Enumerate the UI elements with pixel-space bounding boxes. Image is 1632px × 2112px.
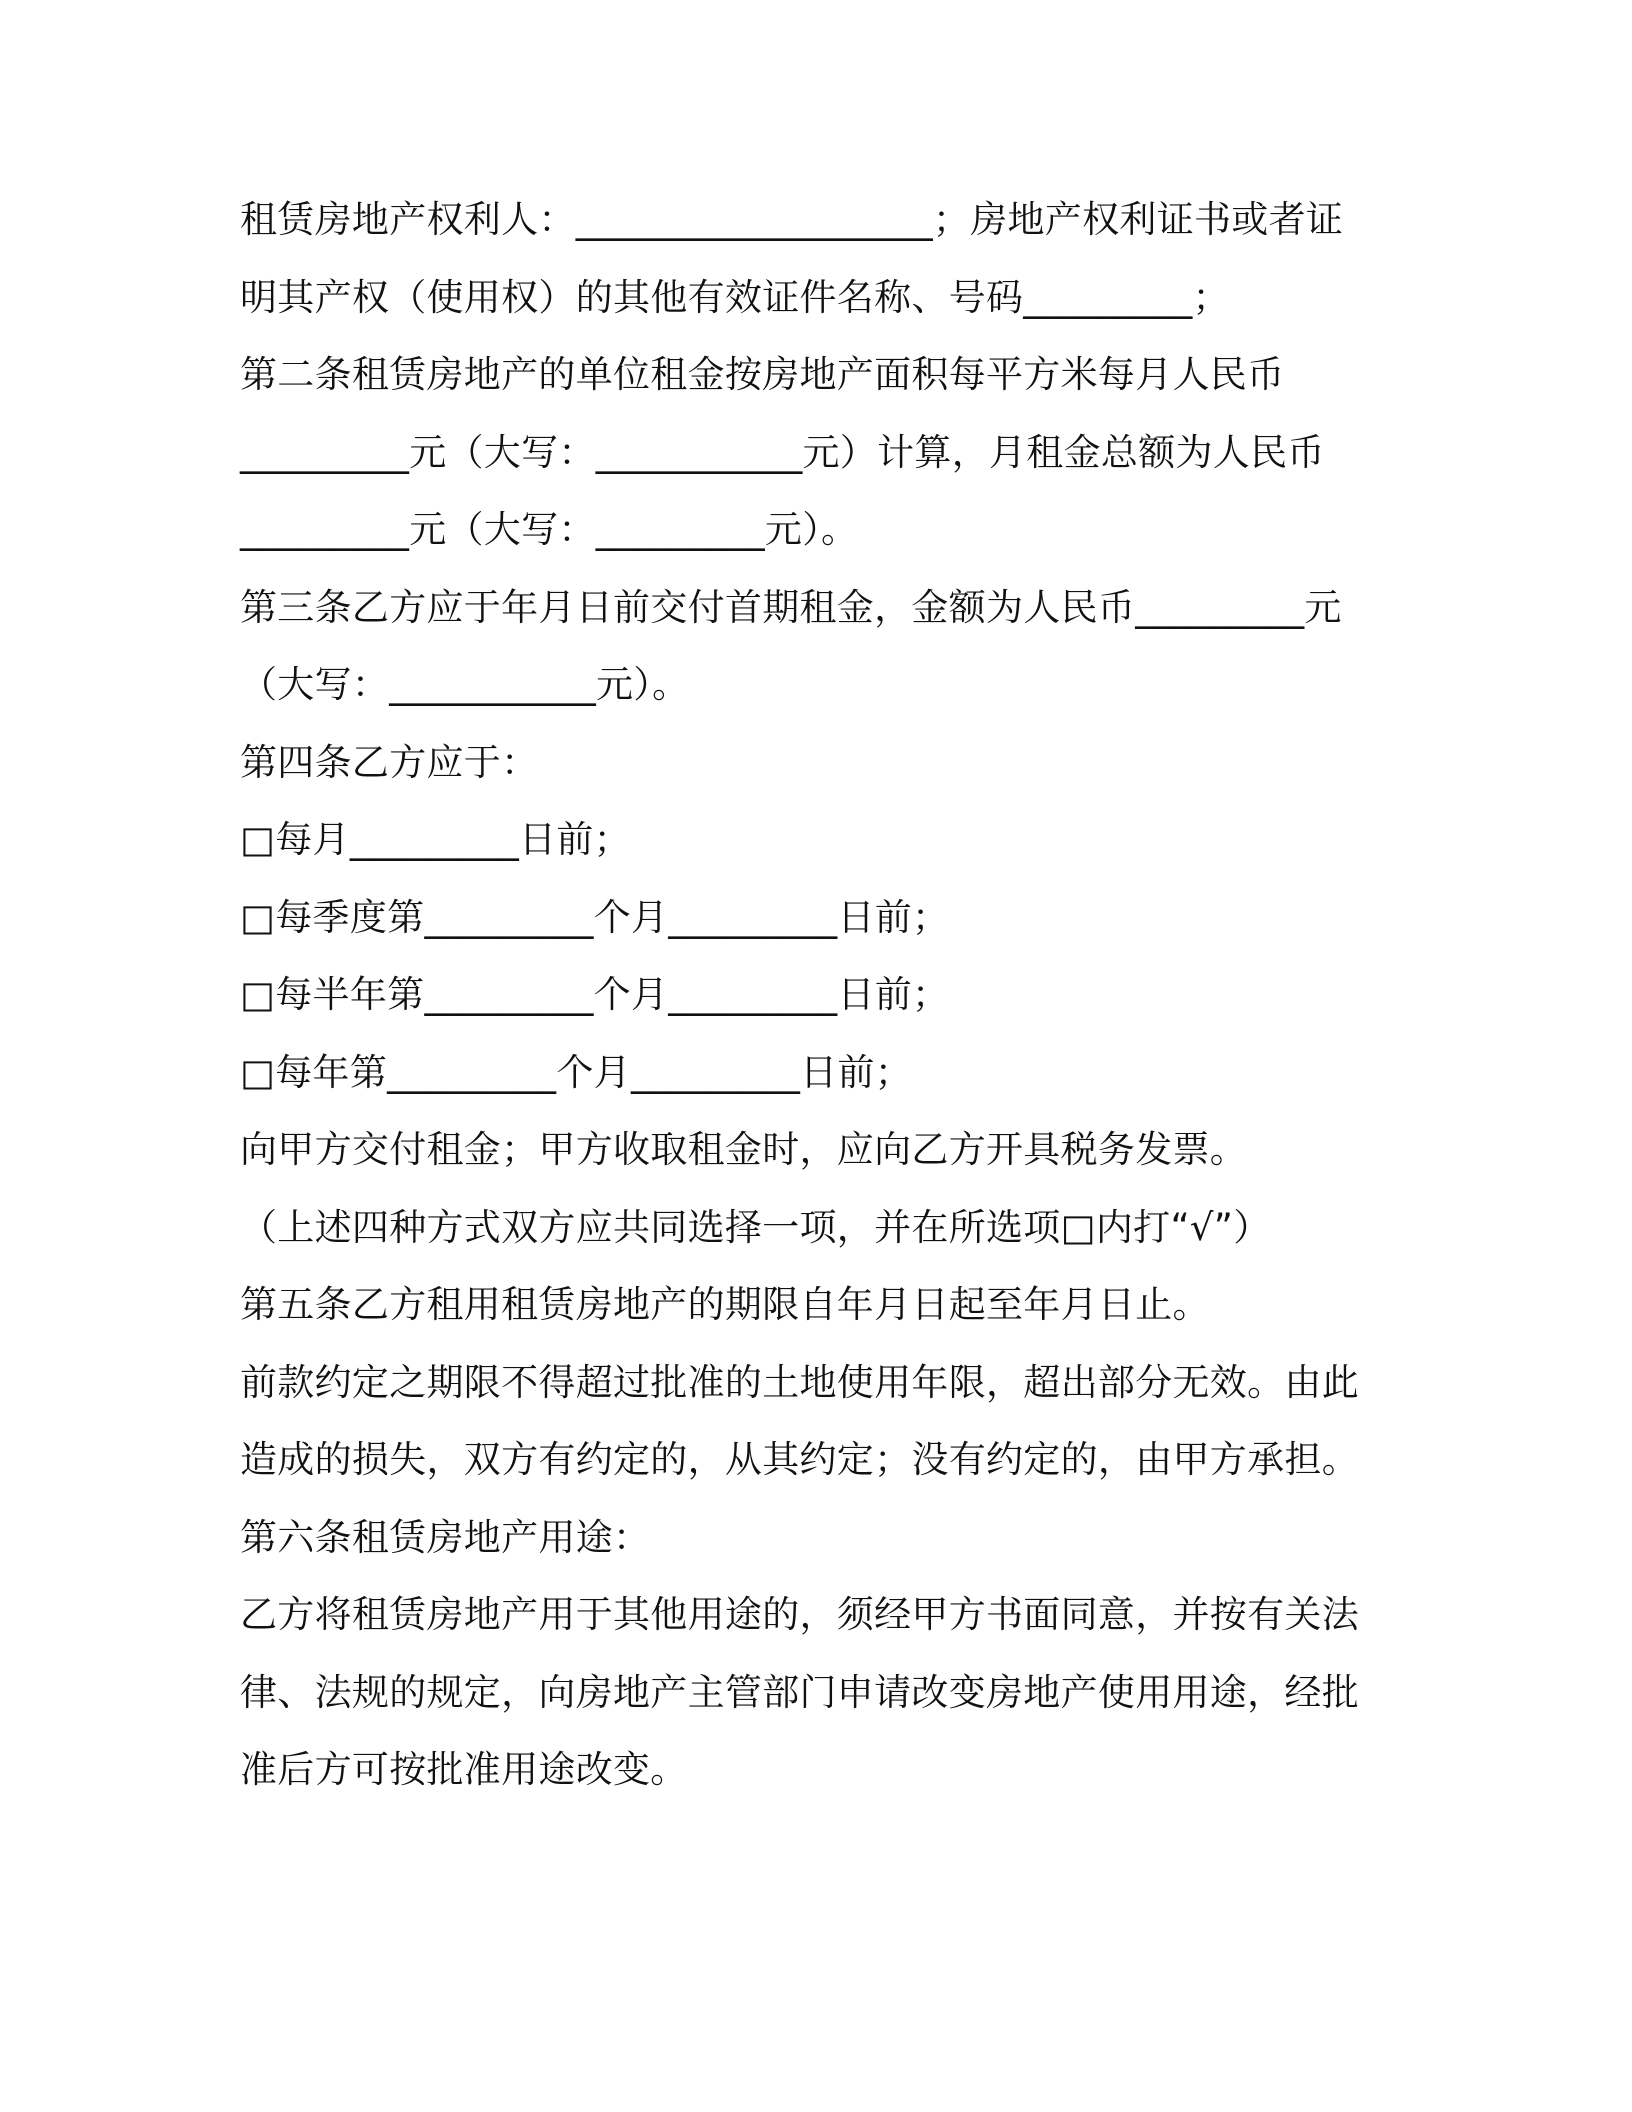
text-line: □每月_________日前；	[240, 818, 631, 861]
document-body	[240, 181, 1380, 1809]
text-line: 第三条乙方应于年月日前交付首期租金，金额为人民币_________元	[240, 585, 1342, 629]
text-line: 第四条乙方应于：	[240, 740, 539, 784]
text-line: _________元（大写：___________元）计算，月租金总额为人民币	[240, 430, 1325, 474]
text-line: 前款约定之期限不得超过批准的土地使用年限，超出部分无效。由此	[240, 1360, 1359, 1404]
text-line: 律、法规的规定，向房地产主管部门申请改变房地产使用用途，经批	[240, 1670, 1359, 1714]
text-line: 租赁房地产权利人：___________________；房地产权利证书或者证	[240, 198, 1344, 241]
text-line: □每季度第_________个月_________日前；	[240, 895, 950, 939]
text-line: □每半年第_________个月_________日前；	[240, 973, 950, 1016]
text-line: 第二条租赁房地产的单位租金按房地产面积每平方米每月人民币	[240, 353, 1285, 396]
text-line: （上述四种方式双方应共同选择一项，并在所选项□内打“√”）	[240, 1205, 1271, 1249]
text-line: □每年第_________个月_________日前；	[240, 1050, 913, 1094]
text-line: 乙方将租赁房地产用于其他用途的，须经甲方书面同意，并按有关法	[240, 1593, 1359, 1636]
text-line: _________元（大写：_________元）。	[240, 508, 859, 551]
text-line: 第六条租赁房地产用途：	[240, 1515, 651, 1559]
text-line: 明其产权（使用权）的其他有效证件名称、号码_________；	[240, 275, 1230, 319]
text-line: 第五条乙方租用租赁房地产的期限自年月日起至年月日止。	[240, 1283, 1210, 1326]
text-line: 准后方可按批准用途改变。	[240, 1748, 688, 1791]
text-line: 向甲方交付租金；甲方收取租金时，应向乙方开具税务发票。	[240, 1128, 1248, 1171]
text-line: （大写：___________元）。	[240, 663, 690, 706]
text-line: 造成的损失，双方有约定的，从其约定；没有约定的，由甲方承担。	[240, 1438, 1359, 1481]
